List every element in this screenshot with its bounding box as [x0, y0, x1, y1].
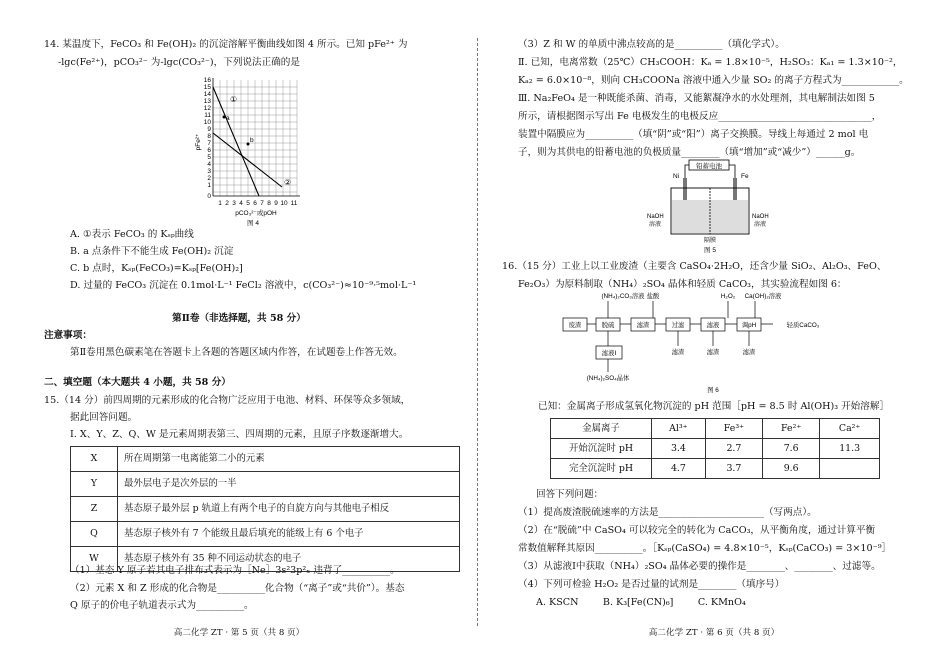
y-tick: 13: [203, 98, 211, 105]
figure-5-electrolysis: [643, 158, 773, 254]
table-header: Fe³⁺: [705, 419, 762, 439]
flow-box-1: 废渣: [568, 322, 582, 329]
table-header-row: [551, 419, 880, 439]
q16-sub-2-line1: （2）在“脱硫”中 CaSO₄ 可以较完全的转化为 CaCO₃，从平衡角度，通过计算平衡: [518, 525, 876, 536]
q15-sub-2-line2: Q 原子的价电子轨道表示式为__________。: [70, 600, 254, 611]
table-cell: 最外层电子是次外层的一半: [118, 472, 460, 497]
q14-option-c: C. b 点时，Kₛₚ(FeCO₃)=Kₛₚ[Fe(OH)₂]: [70, 263, 243, 274]
curve-2-label: ②: [284, 178, 292, 187]
table-cell: 9.6: [763, 459, 820, 479]
q14-option-b: B. a 点条件下不能生成 Fe(OH)₂ 沉淀: [70, 246, 234, 257]
table-cell: 2.7: [705, 439, 762, 459]
flow-box-3: 滤渣: [636, 322, 650, 329]
table-row: [71, 447, 460, 472]
q15-sub-3: （3）Z 和 W 的单质中沸点较高的是__________（填化学式）。: [518, 39, 785, 50]
answer-intro: 回答下列问题：: [536, 489, 604, 500]
y-axis-label: pFe²⁺: [195, 133, 202, 151]
y-tick: 11: [204, 112, 211, 119]
part-iii-line4: 子，则为其供电的铅蓄电池的负极质量________（填“增加”或“减少”）______g。: [518, 147, 861, 158]
x-tick: 7: [260, 200, 264, 207]
table-cell: Z: [71, 497, 118, 522]
reagent-1: (NH₄)₂CO₃溶液: [601, 293, 645, 300]
q16-sub-2-line2: 常数值解释其原因__________。［Kₛₚ(CaSO₄) = 4.8×10⁻⁵，Kₛₚ(CaCO₃) = 3×10⁻⁹］: [518, 543, 892, 554]
table-row: [71, 472, 460, 497]
q16-stem-line2: Fe₂O₃）为原料制取（NH₄）₂SO₄ 晶体和轻质 CaCO₃，其实验流程如图 6：: [518, 279, 847, 290]
table-header: Ca²⁺: [820, 419, 880, 439]
x-tick: 8: [267, 200, 271, 207]
page-footer-right: 高二化学 ZT · 第 6 页（共 8 页）: [648, 628, 780, 638]
table-cell: 所在周期第一电离能第二小的元素: [118, 447, 460, 472]
y-tick: 9: [207, 126, 211, 133]
table-cell: 7.6: [763, 439, 820, 459]
x-tick: 1: [218, 200, 222, 207]
page-footer-left: 高二化学 ZT · 第 5 页（共 8 页）: [173, 628, 305, 638]
right-solution-label-1: NaOH: [752, 214, 769, 220]
y-tick: 6: [207, 147, 211, 154]
notice-text: 第Ⅱ卷用黑色碳素笔在答题卡上各题的答题区域内作答，在试题卷上作答无效。: [70, 347, 403, 358]
table-cell: Q: [71, 522, 118, 547]
y-tick: 2: [207, 175, 211, 182]
part-ii-line2: Kₐ₂ = 6.0×10⁻⁸，则向 CH₃COONa 溶液中通入少量 SO₂ 的离子方程式为____________。: [518, 75, 909, 86]
fe-label: Fe: [741, 173, 749, 180]
table-row: [71, 522, 460, 547]
q14-stem-line2: -lgc(Fe²⁺)，pCO₃²⁻ 为-lgc(CO₃²⁻)，下列说法正确的是: [58, 57, 300, 68]
table-cell: [820, 459, 880, 479]
table-cell: W: [71, 547, 118, 572]
y-tick: 8: [207, 133, 211, 140]
element-table: [70, 446, 460, 572]
part-2-title: 第Ⅱ卷（非选择题，共 58 分）: [172, 313, 306, 324]
flow-box-5: 滤液: [706, 322, 720, 329]
ni-label: Ni: [673, 173, 680, 180]
q15-part-i: Ⅰ. X、Y、Z、Q、W 是元素周期表第三、四周期的元素，且原子序数逐渐增大。: [70, 429, 409, 440]
reagent-3: H₂O₂: [720, 293, 736, 300]
q16-sub-3: （3）从滤液Ⅰ中获取（NH₄）₂SO₄ 晶体必要的操作是________、________、过滤等。: [518, 561, 881, 572]
x-axis-label: pCO₃²⁻或pOH: [235, 210, 277, 217]
y-tick: 4: [207, 161, 211, 168]
x-tick: 3: [232, 200, 236, 207]
table-cell: 开始沉淀时 pH: [551, 439, 652, 459]
x-tick: 4: [239, 200, 243, 207]
table-cell: 4.7: [652, 459, 706, 479]
part-iii-line1: Ⅲ. Na₂FeO₄ 是一种既能杀菌、消毒，又能絮凝净水的水处理剂，其电解制法如图 5: [518, 93, 875, 104]
table-header: Fe²⁺: [763, 419, 820, 439]
waste-2: 滤渣: [706, 349, 720, 356]
table-row: [71, 497, 460, 522]
known-condition: 已知：金属离子形成氢氧化物沉淀的 pH 范围［pH = 8.5 时 Al(OH)₃ 开始溶解］: [538, 401, 890, 412]
curve-2: [213, 133, 282, 187]
y-tick: 16: [203, 77, 211, 84]
right-page: [478, 0, 950, 654]
q16-stem-line1: 16.（15 分）工业上以工业废渣（主要含 CaSO₄·2H₂O，还含少量 SiO₂、Al₂O₃、FeO、: [502, 261, 887, 272]
table-header: Al³⁺: [652, 419, 706, 439]
x-tick: 6: [253, 200, 257, 207]
right-solution-label-2: 溶液: [754, 222, 767, 228]
figure-4-caption: 图 4: [247, 220, 259, 227]
table-row: [551, 459, 880, 479]
table-cell: X: [71, 447, 118, 472]
point-a-label: a: [226, 115, 230, 122]
y-tick: 7: [207, 140, 211, 147]
table-cell: 基态原子最外层 p 轨道上有两个电子的自旋方向与其他电子相反: [118, 497, 460, 522]
figure-5-caption: 图 5: [704, 247, 716, 254]
q15-stem-line2: 据此回答问题。: [70, 412, 138, 423]
flow-box-6: 调pH: [741, 322, 757, 329]
reagent-2: 盐酸: [646, 293, 660, 300]
table-cell: 基态原子核外有 35 种不同运动状态的电子: [118, 547, 460, 572]
q14-option-d: D. 过量的 FeCO₃ 沉淀在 0.1mol·L⁻¹ FeCl₂ 溶液中，c(CO₃²⁻)≈10⁻⁹·⁵mol·L⁻¹: [70, 280, 417, 291]
reagent-4: Ca(OH)₂溶液: [744, 293, 782, 300]
y-tick: 5: [207, 154, 211, 161]
table-header: 金属离子: [551, 419, 652, 439]
q15-sub-2-line1: （2）元素 X 和 Z 形成的化合物是__________化合物（“离子”或“共价”）。基态: [70, 583, 405, 594]
table-cell: 11.3: [820, 439, 880, 459]
y-tick: 1: [207, 182, 211, 189]
x-tick: 10: [280, 200, 288, 207]
waste-3: 滤渣: [742, 349, 756, 356]
q15-sub-1: （1）基态 Y 原子若其电子排布式表示为［Ne］3s²3p²ₓ 违背了__________。: [70, 565, 400, 576]
y-tick: 0: [207, 193, 211, 200]
left-solution-label-1: NaOH: [647, 214, 664, 220]
notice-title: 注意事项：: [44, 330, 92, 341]
curve-1-label: ①: [230, 95, 238, 104]
q14-stem-line1: 14. 某温度下，FeCO₃ 和 Fe(OH)₂ 的沉淀溶解平衡曲线如图 4 所示。已知 pFe²⁺ 为: [44, 39, 408, 50]
part-iii-line2: 所示，请根据图示写出 Fe 电极发生的电极反应________________________________，: [518, 111, 882, 122]
crystal-product: (NH₄)₂SO₄晶体: [586, 375, 630, 382]
section-2-title: 二、填空题（本大题共 4 小题，共 58 分）: [44, 377, 231, 388]
q16-sub-4: （4）下列可检验 H₂O₂ 是否过量的试剂是________（填序号）: [518, 579, 785, 590]
x-tick: 5: [246, 200, 250, 207]
table-cell: 完全沉淀时 pH: [551, 459, 652, 479]
q16-sub-4-options: A. KSCN B. K₃[Fe(CN)₆] C. KMnO₄: [536, 597, 746, 608]
flow-product: 轻质CaCO₃: [786, 322, 820, 329]
y-tick: 12: [203, 105, 211, 112]
table-cell: 3.7: [705, 459, 762, 479]
figure-4-chart: [196, 72, 316, 228]
table-cell: Y: [71, 472, 118, 497]
table-row: [551, 439, 880, 459]
figure-6-flowchart: [563, 290, 863, 396]
x-tick: 9: [274, 200, 278, 207]
q16-sub-1: （1）提高废渣脱硫速率的方法是______________________（写两点）。: [518, 507, 817, 518]
table-cell: 3.4: [652, 439, 706, 459]
y-tick: 3: [207, 168, 211, 175]
y-tick: 10: [203, 119, 211, 126]
part-iii-line3: 装置中隔膜应为__________（填“阴”或“阳”）离子交换膜。导线上每通过 2 mol 电: [518, 129, 869, 140]
y-tick: 14: [203, 91, 211, 98]
membrane-label: 隔膜: [703, 238, 717, 244]
q15-stem-line1: 15.（14 分）前四周期的元素形成的化合物广泛应用于电池、材料、环保等众多领域，: [44, 395, 411, 406]
waste-1: 滤渣: [671, 349, 685, 356]
flow-box-4: 过滤: [671, 322, 685, 329]
y-tick: 15: [203, 84, 211, 91]
flow-box-2: 脱硫: [601, 322, 615, 329]
figure-6-caption: 图 6: [707, 387, 719, 394]
x-tick: 2: [225, 200, 229, 207]
left-solution-label-2: 溶液: [649, 222, 662, 228]
battery-label: 铅蓄电池: [696, 163, 722, 170]
q14-option-a: A. ①表示 FeCO₃ 的 Kₛₚ曲线: [70, 229, 194, 240]
filtrate-1-box: 滤液Ⅰ: [601, 350, 617, 357]
point-b-label: b: [250, 137, 254, 144]
part-ii-line1: Ⅱ. 已知，电离常数（25℃）CH₃COOH：Kₐ = 1.8×10⁻⁵，H₂SO₃：Kₐ₁ = 1.3×10⁻²，: [518, 57, 903, 68]
table-cell: 基态原子核外有 7 个能级且最后填充的能级上有 6 个电子: [118, 522, 460, 547]
x-tick: 11: [290, 200, 298, 207]
ph-table: [550, 418, 880, 479]
